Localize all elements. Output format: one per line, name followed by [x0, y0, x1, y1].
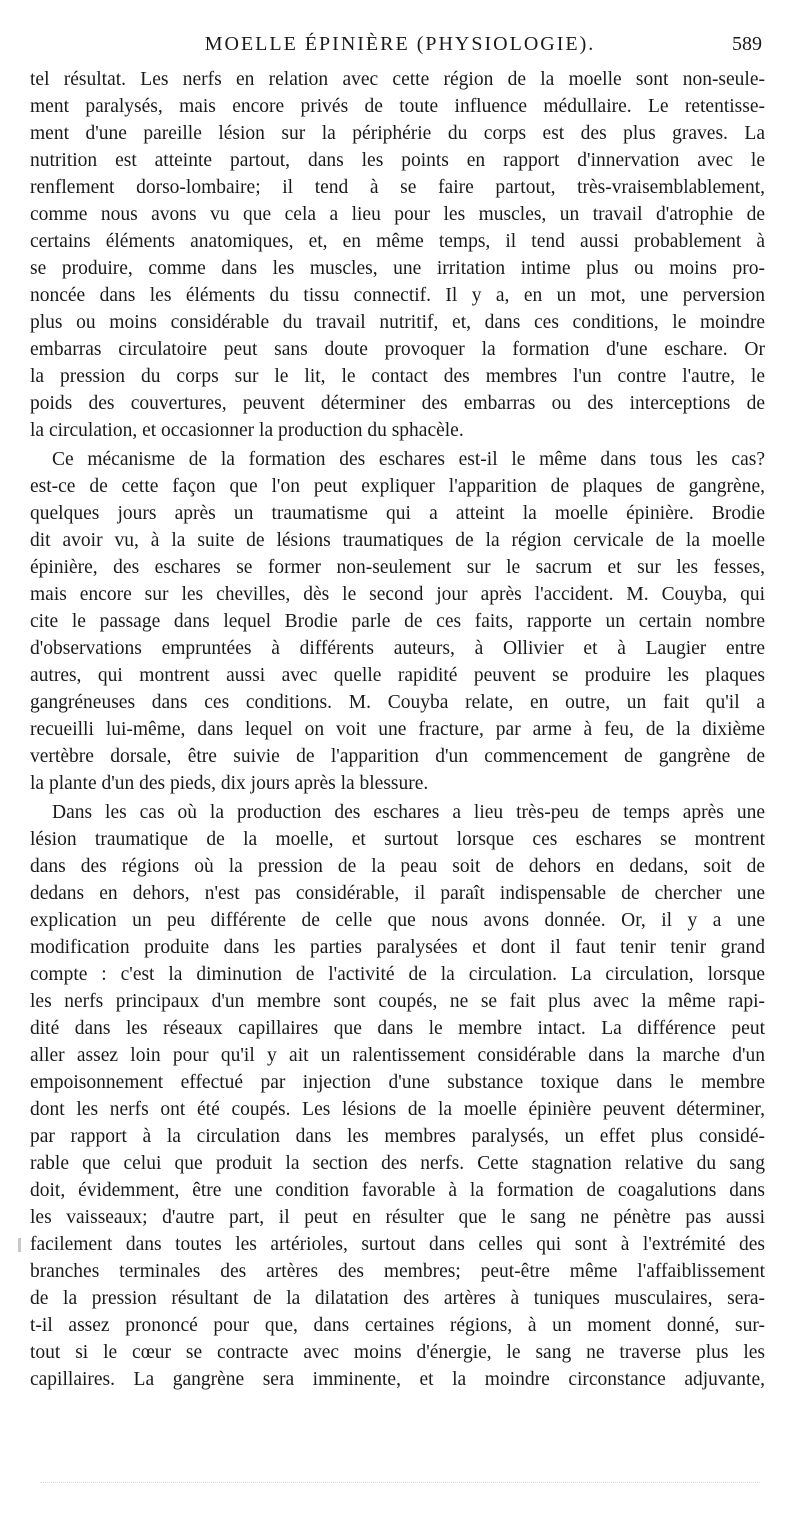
text-line: de la pression résultant de la dilatation des artères à tuniques musculaires, sera- [30, 1288, 765, 1309]
paragraph [30, 799, 765, 1393]
text-line: doit, évidemment, être une condition favorable à la formation de coagalutions dans [30, 1180, 765, 1201]
text-line: recueilli lui-même, dans lequel on voit une fracture, par arme à feu, de la dixième [30, 719, 765, 740]
text-line: facilement dans toutes les artérioles, surtout dans celles qui sont à l'extrémité des [30, 1234, 765, 1255]
text-line: la circulation, et occasionner la production du sphacèle. [30, 420, 464, 441]
text-line: aller assez loin pour qu'il y ait un ralentissement considérable dans la marche d'un [30, 1045, 765, 1066]
text-line: mais encore sur les chevilles, dès le second jour après l'accident. M. Couyba, qui [30, 584, 765, 605]
text-line: dité dans les réseaux capillaires que dans le membre intact. La différence peut [30, 1018, 765, 1039]
paragraph [30, 66, 765, 444]
margin-mark [18, 1238, 21, 1252]
text-line: branches terminales des artères des membres; peut-être même l'affaiblissement [30, 1261, 765, 1282]
text-line: Dans les cas où la production des eschares a lieu très-peu de temps après une [52, 802, 765, 823]
text-line: vertèbre dorsale, être suivie de l'apparition d'un commencement de gangrène de [30, 746, 765, 767]
text-line: embarras circulatoire peut sans doute provoquer la formation d'une eschare. Or [30, 339, 765, 360]
text-line: les nerfs principaux d'un membre sont coupés, ne se fait plus avec la même rapi- [30, 991, 765, 1012]
text-line: t-il assez prononcé pour que, dans certaines régions, à un moment donné, sur- [30, 1315, 765, 1336]
text-line: cite le passage dans lequel Brodie parle de ces faits, rapporte un certain nombre [30, 611, 765, 632]
text-line: empoisonnement effectué par injection d'une substance toxique dans le membre [30, 1072, 765, 1093]
text-line: autres, qui montrent aussi avec quelle rapidité peuvent se produire les plaques [30, 665, 765, 686]
text-line: ment paralysés, mais encore privés de toute influence médullaire. Le retentisse- [30, 96, 765, 117]
text-line: plus ou moins considérable du travail nutritif, et, dans ces conditions, le moindre [30, 312, 765, 333]
text-line: nutrition est atteinte partout, dans les points en rapport d'innervation avec le [30, 150, 765, 171]
text-line: Ce mécanisme de la formation des eschares est-il le même dans tous les cas? [52, 449, 765, 470]
text-line: rable que celui que produit la section des nerfs. Cette stagnation relative du sang [30, 1153, 765, 1174]
text-line: tout si le cœur se contracte avec moins d'énergie, le sang ne traverse plus les [30, 1342, 765, 1363]
text-line: poids des couvertures, peuvent déterminer des embarras ou des interceptions de [30, 393, 765, 414]
text-line: la pression du corps sur le lit, le contact des membres l'un contre l'autre, le [30, 366, 765, 387]
bleed-through-traces [40, 1482, 760, 1491]
text-line: explication un peu différente de celle que nous avons donnée. Or, il y a une [30, 910, 765, 931]
text-line: renflement dorso-lombaire; il tend à se faire partout, très-vraisemblablement, [30, 177, 765, 198]
text-line: comme nous avons vu que cela a lieu pour les muscles, un travail d'atrophie de [30, 204, 765, 225]
text-line: dont les nerfs ont été coupés. Les lésions de la moelle épinière peuvent déterminer, [30, 1099, 765, 1120]
text-line: noncée dans les éléments du tissu connectif. Il y a, en un mot, une perversion [30, 285, 765, 306]
text-line: épinière, des eschares se former non-seulement sur le sacrum et sur les fesses, [30, 557, 765, 578]
text-line: dedans en dehors, n'est pas considérable, il paraît indispensable de chercher une [30, 883, 765, 904]
text-line: quelques jours après un traumatisme qui a atteint la moelle épinière. Brodie [30, 503, 765, 524]
text-line: capillaires. La gangrène sera imminente, et la moindre circonstance adjuvante, [30, 1369, 765, 1390]
running-head [30, 30, 770, 58]
text-line: la plante d'un des pieds, dix jours après la blessure. [30, 773, 429, 794]
text-line: se produire, comme dans les muscles, une irritation intime plus ou moins pro- [30, 258, 765, 279]
text-line: ment d'une pareille lésion sur la périphérie du corps est des plus graves. La [30, 123, 765, 144]
text-line: tel résultat. Les nerfs en relation avec cette région de la moelle sont non-seule- [30, 69, 765, 90]
text-line: d'observations empruntées à différents auteurs, à Ollivier et à Laugier entre [30, 638, 765, 659]
text-line: dit avoir vu, à la suite de lésions traumatiques de la région cervicale de la moelle [30, 530, 765, 551]
text-line: modification produite dans les parties paralysées et dont il faut tenir tenir grand [30, 937, 765, 958]
body-text [30, 66, 765, 1393]
text-line: compte : c'est la diminution de l'activité de la circulation. La circulation, lorsque [30, 964, 765, 985]
text-line: par rapport à la circulation dans les membres paralysés, un effet plus considé- [30, 1126, 765, 1147]
text-line: est-ce de cette façon que l'on peut expliquer l'apparition de plaques de gangrène, [30, 476, 765, 497]
text-line: dans des régions où la pression de la peau soit de dehors en dedans, soit de [30, 856, 765, 877]
paragraph [30, 446, 765, 797]
text-line: certains éléments anatomiques, et, en même temps, il tend aussi probablement à [30, 231, 765, 252]
text-line: lésion traumatique de la moelle, et surtout lorsque ces eschares se montrent [30, 829, 765, 850]
text-line: gangréneuses dans ces conditions. M. Couyba relate, en outre, un fait qu'il a [30, 692, 765, 713]
page-number: 589 [732, 33, 762, 55]
text-line: les vaisseaux; d'autre part, il peut en résulter que le sang ne pénètre pas aussi [30, 1207, 765, 1228]
running-title: MOELLE ÉPINIÈRE (PHYSIOLOGIE). [204, 33, 596, 55]
